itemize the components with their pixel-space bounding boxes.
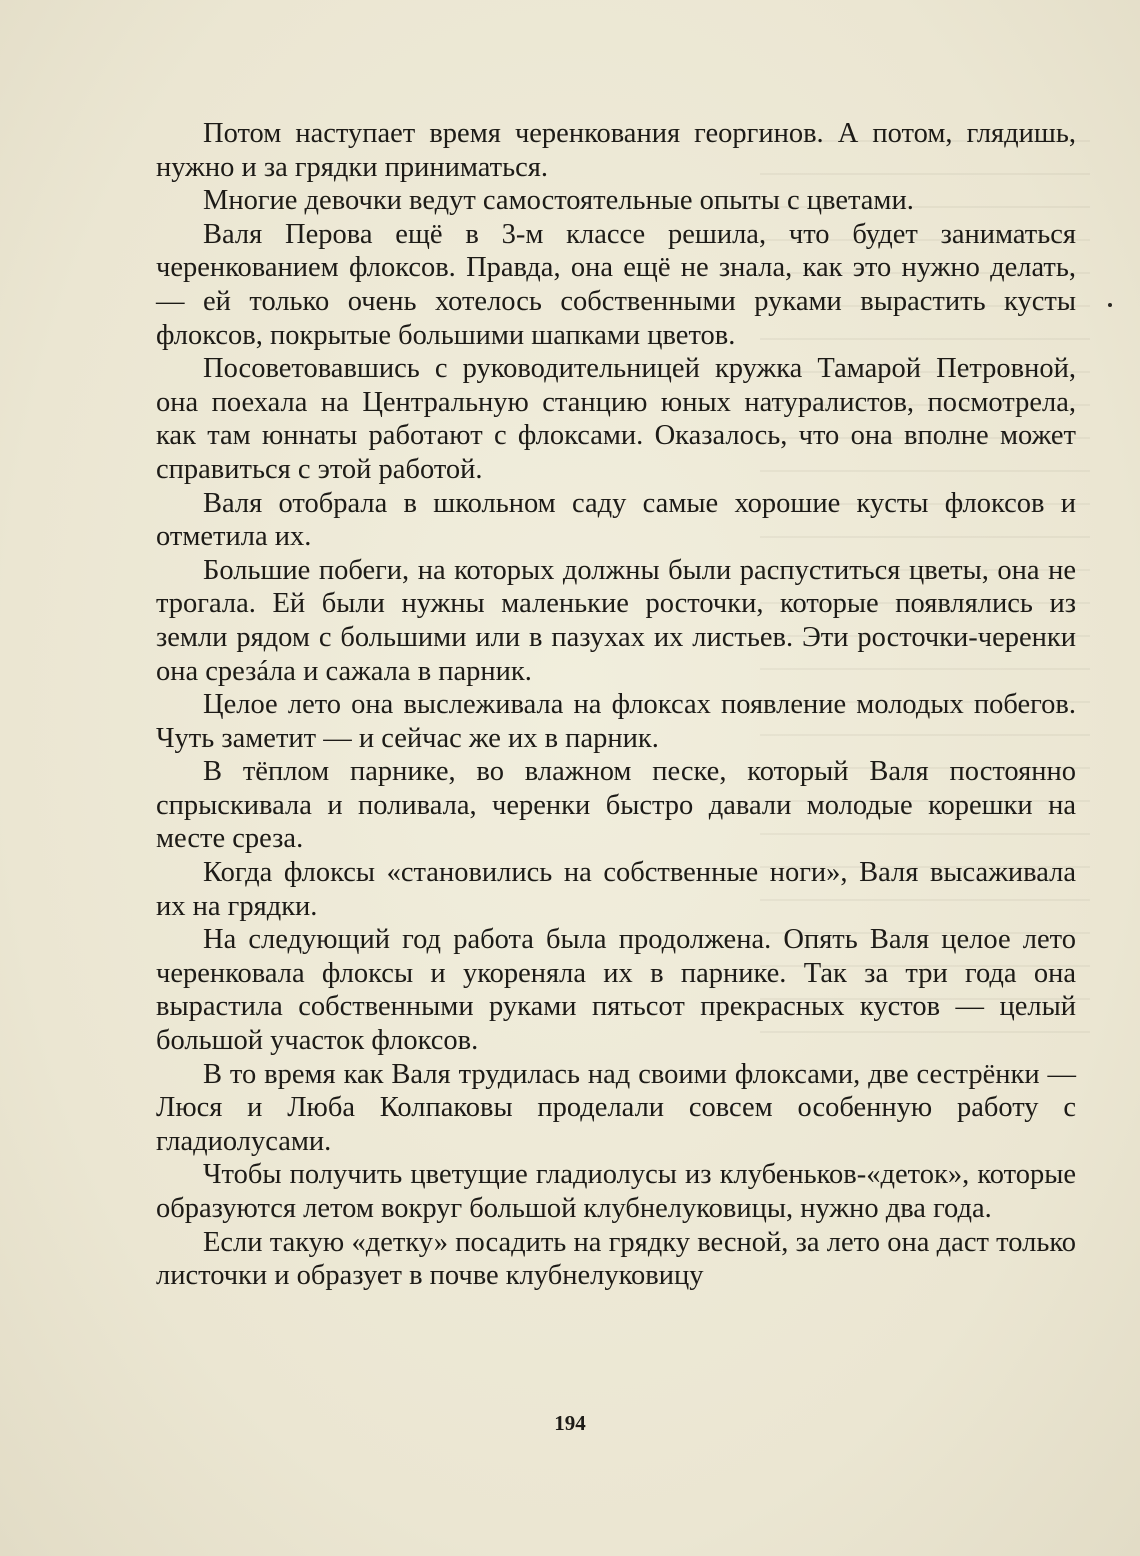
paragraph: На следующий год работа была продолжена. Опять Валя целое лето черенковала флоксы и укореняла их в парнике. Так за три года она вырастила собственными руками пятьсот прекрасных кустов — целый большой участок флоксов. xyxy=(156,924,1076,1057)
paragraph: Если такую «детку» посадить на грядку весной, за лето она даст только листочки и образует в почве клубнелуковицу xyxy=(156,1226,1076,1292)
paragraph: Чтобы получить цветущие гладиолусы из клубеньков-«деток», которые образуются летом вокруг большой клубнелуковицы, нужно два года. xyxy=(156,1159,1076,1224)
paragraph: Потом наступает время черенкования георгинов. А потом, глядишь, нужно и за грядки приниматься. xyxy=(156,118,1076,183)
paragraph: Посоветовавшись с руководительницей кружка Тамарой Петровной, она поехала на Центральную станцию юных натуралистов, посмотрела, как там юннаты работают с флоксами. Оказалось, что она вполне может справиться с этой работой. xyxy=(156,353,1076,485)
paragraph: Когда флоксы «становились на собственные ноги», Валя высаживала их на грядки. xyxy=(156,857,1076,922)
paragraph: Целое лето она выслеживала на флоксах появление молодых побегов. Чуть заметит — и сейчас же их в парник. xyxy=(156,689,1076,754)
paragraph: Валя отобрала в школьном саду самые хорошие кусты флоксов и отметила их. xyxy=(156,487,1076,553)
margin-mark xyxy=(1108,303,1112,307)
body-text xyxy=(156,117,1076,1293)
paragraph: Большие побеги, на которых должны были распуститься цветы, она не трогала. Ей были нужны маленькие росточки, которые появлялись из земли рядом с большими или в пазухах их листьев. Эти росточки-черенки она срезáла и сажала в парник. xyxy=(156,554,1076,687)
paragraph: Многие девочки ведут самостоятельные опыты с цветами. xyxy=(203,185,914,217)
page-number: 194 xyxy=(554,1411,586,1435)
paragraph: В тёплом парнике, во влажном песке, который Валя постоянно спрыскивала и поливала, черенки быстро давали молодые корешки на месте среза. xyxy=(156,756,1076,855)
paragraph: Валя Перова ещё в 3-м классе решила, что будет заниматься черенкованием флоксов. Правда, она ещё не знала, как это нужно делать, — ей только очень хотелось собственными руками вырастить кусты флоксов, покрытые большими шапками цветов. xyxy=(156,218,1076,351)
paragraph: В то время как Валя трудилась над своими флоксами, две сестрёнки — Люся и Люба Колпаковы проделали совсем особенную работу с гладиолусами. xyxy=(156,1058,1076,1157)
